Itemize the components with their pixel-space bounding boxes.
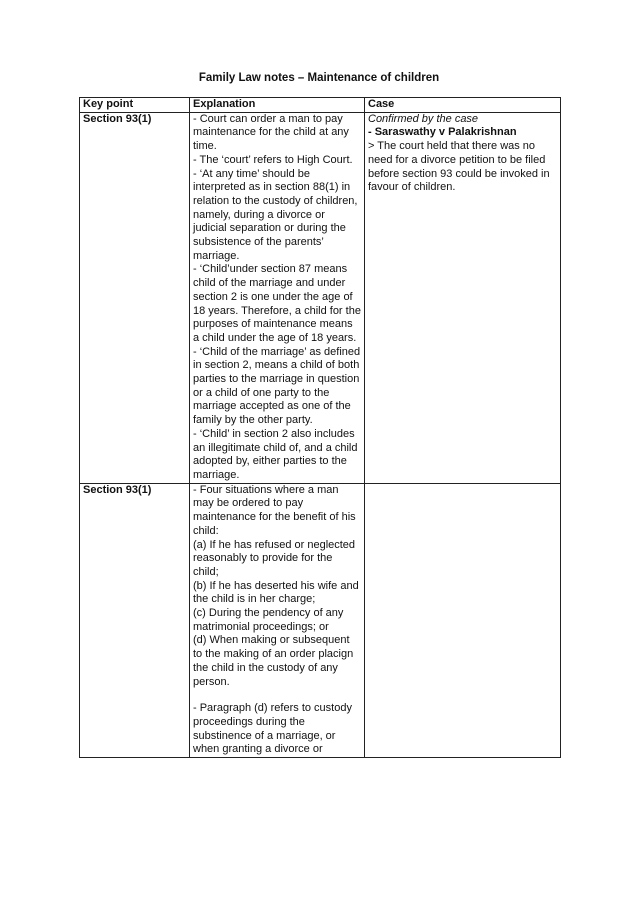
explanation-line: (b) If he has deserted his wife and the child is in her charge; bbox=[193, 579, 359, 606]
key-point-cell: Section 93(1) bbox=[80, 112, 190, 483]
explanation-line: - ‘Child of the marriage’ as defined in section 2, means a child of both parties to the marriage in question or a child of one party to the marriage accepted as one of the family by the other party. bbox=[193, 345, 361, 427]
header-explanation: Explanation bbox=[190, 98, 365, 113]
case-cell bbox=[365, 112, 561, 483]
header-key-point: Key point bbox=[80, 98, 190, 113]
table-header-row bbox=[80, 98, 561, 113]
key-point-cell: Section 93(1) bbox=[80, 483, 190, 757]
explanation-line: (a) If he has refused or neglected reasonably to provide for the child; bbox=[193, 538, 356, 578]
paragraph-gap bbox=[193, 689, 361, 702]
notes-table bbox=[79, 97, 561, 758]
table-row bbox=[80, 483, 561, 757]
explanation-line: (c) During the pendency of any matrimonial proceedings; or bbox=[193, 607, 344, 633]
explanation-line: - ‘Child’ in section 2 also includes an illegitimate child of, and a child adopted by, either parties to the marriage. bbox=[193, 427, 358, 481]
explanation-line: (d) When making or subsequent to the making of an order placign the child in the custody of any person. bbox=[193, 634, 354, 688]
explanation-line: - The ‘court’ refers to High Court. bbox=[193, 153, 353, 166]
explanation-line: - ‘Child’under section 87 means child of the marriage and under section 2 is one under the age of 18 years. Therefore, a child for the purposes of maintenance means a child under the age of 18 years. bbox=[193, 263, 361, 344]
case-intro: Confirmed by the case bbox=[368, 112, 479, 125]
table-row bbox=[80, 112, 561, 483]
explanation-line: - Paragraph (d) refers to custody proceedings during the substinence of a marriage, or when granting a divorce or bbox=[193, 702, 352, 756]
explanation-cell bbox=[190, 112, 365, 483]
case-cell-empty bbox=[365, 483, 561, 757]
document-title: Family Law notes – Maintenance of children bbox=[198, 72, 440, 84]
explanation-line: - Court can order a man to pay maintenance for the child at any time. bbox=[193, 112, 349, 153]
explanation-line: - ‘At any time’ should be interpreted as in section 88(1) in relation to the custody of children, namely, during a divorce or judicial separation or during the subsistence of the parents’ marriage. bbox=[193, 167, 358, 262]
header-case: Case bbox=[365, 98, 561, 113]
case-name: - Saraswathy v Palakrishnan bbox=[368, 126, 517, 139]
case-holding: > The court held that there was no need for a divorce petition to be filed before section 93 could be invoked in favour of children. bbox=[368, 140, 550, 194]
explanation-cell bbox=[190, 483, 365, 757]
explanation-line: - Four situations where a man may be ordered to pay maintenance for the benefit of his child: bbox=[193, 483, 356, 537]
